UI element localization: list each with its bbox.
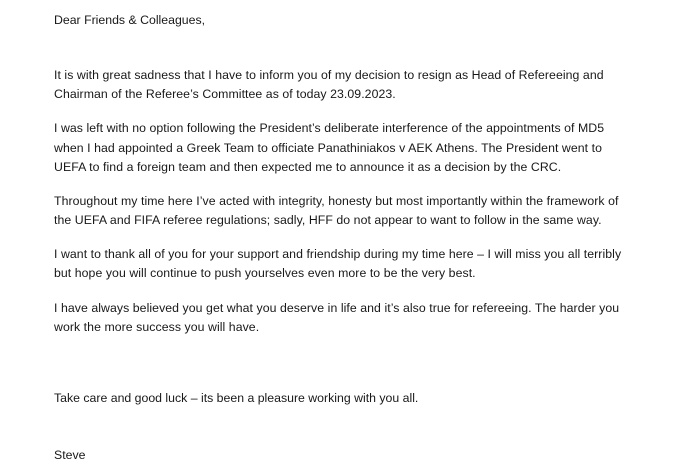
paragraph-2: I was left with no option following the President’s deliberate interference of the appointments of MD5 when I had appointed a Greek Team to officiate Panathiniakos v AEK Athens. The President went to UEFA to find a foreign team and then expected me to announce it as a decision by the CRC. bbox=[54, 121, 605, 174]
signature-name: Steve bbox=[54, 448, 86, 463]
paragraph-4: I want to thank all of you for your support and friendship during my time here – I will miss you all terribly but hope you will continue to push yourselves even more to be the very best. bbox=[54, 247, 622, 281]
paragraph-3: Throughout my time here I’ve acted with integrity, honesty but most importantly within the framework of the UEFA and FIFA referee regulations; sadly, HFF do not appear to want to follow in the same way. bbox=[54, 193, 619, 228]
spacer bbox=[54, 351, 632, 389]
paragraph-1: It is with great sadness that I have to inform you of my decision to resign as Head of Refereeing and Chairman of the Referee’s Committee as of today 23.09.2023. bbox=[54, 68, 604, 102]
spacer bbox=[54, 408, 632, 446]
letter-body bbox=[54, 0, 632, 465]
paragraph-5: I have always believed you get what you deserve in life and it’s also true for refereeing. The harder you work the more success you will have. bbox=[54, 300, 620, 334]
closing-line: Take care and good luck – its been a pleasure working with you all. bbox=[54, 390, 419, 405]
spacer bbox=[54, 30, 632, 66]
salutation: Dear Friends & Colleagues, bbox=[54, 13, 206, 27]
